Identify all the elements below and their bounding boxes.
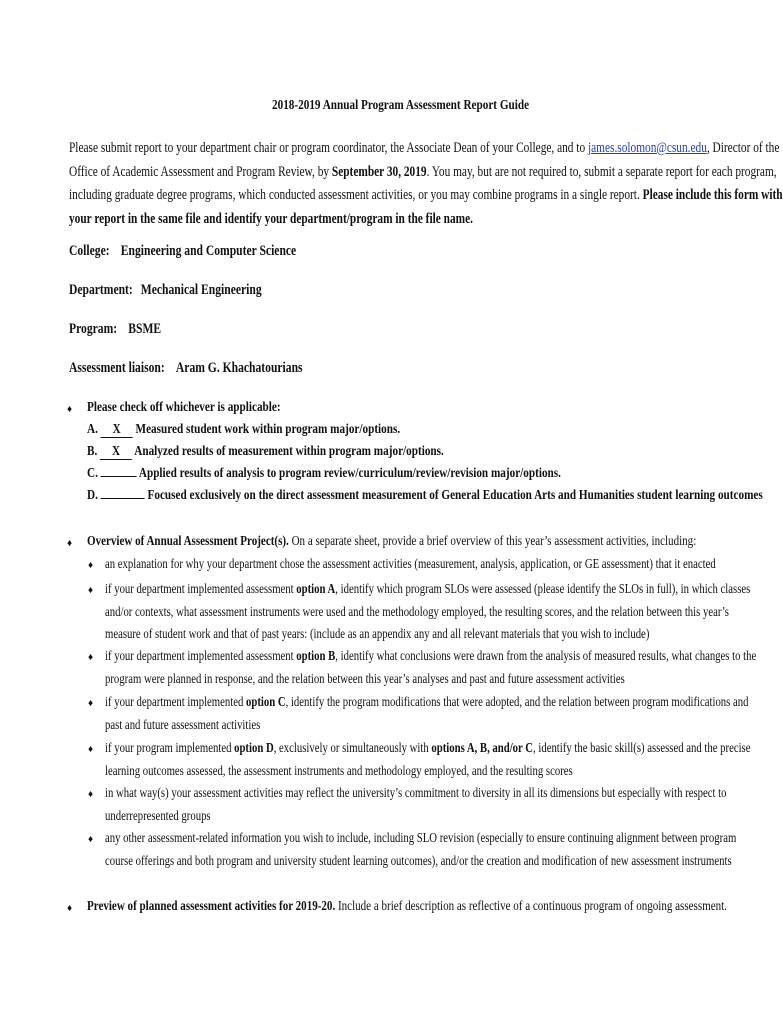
diamond-bullet-icon: ♦	[88, 698, 94, 709]
diamond-bullet-icon: ♦	[88, 560, 94, 571]
intro-emphasis: Please include this form with	[642, 187, 783, 203]
college-field	[69, 243, 296, 260]
option-c-label: option C	[246, 694, 286, 709]
checklist-text: Focused exclusively on the direct assessment measurement of General Education Arts and Humanities student learning outcomes	[147, 488, 763, 503]
overview-intro: On a separate sheet, provide a brief overview of this year’s assessment activities, including:	[288, 533, 697, 548]
department-field	[69, 282, 262, 299]
overview-text-run: , identify what conclusions were drawn from the analysis of measured results, what changes to the	[335, 648, 757, 663]
option-b-label: option B	[296, 648, 336, 663]
diamond-bullet-icon: ♦	[67, 404, 73, 415]
checklist-letter: C.	[87, 466, 98, 481]
diamond-bullet-icon: ♦	[88, 789, 94, 800]
intro-line-4: your report in the same file and identify your department/program in the file name.	[69, 210, 473, 227]
overview-text-run: , identify which program SLOs were assessed (please identify the SLOs in full), in which classes	[335, 581, 751, 596]
overview-item-text: underrepresented groups	[105, 807, 211, 823]
overview-text-run: , identify the basic skill(s) assessed and the precise	[533, 740, 751, 755]
checklist-item-c	[87, 466, 561, 482]
overview-item-text: an explanation for why your department chose the assessment activities (measurement, analysis, application, or GE assessment) that it enacted	[105, 556, 716, 571]
department-value: Mechanical Engineering	[140, 282, 262, 298]
overview-item-text: learning outcomes assessed, the assessment instruments and methodology employed, and the resulting scores	[105, 762, 573, 778]
overview-text-run: , exclusively or simultaneously with	[273, 740, 432, 755]
overview-item-text	[105, 645, 756, 668]
overview-item-text	[105, 691, 748, 714]
overview-item-5	[105, 737, 750, 782]
diamond-bullet-icon: ♦	[88, 652, 94, 663]
intro-text: Please submit report to your department chair or program coordinator, the Associate Dean of your College, and to	[69, 140, 588, 156]
intro-line-2	[69, 161, 783, 185]
intro-text: including graduate degree programs, which conducted assessment activities, or you may combine programs in a single report.	[69, 187, 643, 203]
checklist-text: Applied results of analysis to program review/curriculum/review/revision major/options.	[138, 466, 561, 481]
checkbox-blank-d[interactable]	[101, 498, 145, 499]
intro-line-3	[69, 184, 783, 208]
overview-item-1	[105, 553, 716, 576]
checkbox-blank-a[interactable]: X	[101, 422, 133, 438]
overview-item-text: measure of student work and that of past years: (include as an appendix any and all relevant materials that you wish to include)	[105, 626, 650, 641]
diamond-bullet-icon: ♦	[88, 744, 94, 755]
preview-heading: Preview of planned assessment activities for 2019-20.	[87, 898, 336, 913]
liaison-label: Assessment liaison:	[69, 360, 165, 376]
email-link[interactable]: james.solomon@csun.edu	[587, 140, 707, 156]
overview-item-4	[105, 691, 748, 736]
overview-item-text	[105, 578, 750, 601]
checklist-letter: B.	[87, 444, 98, 459]
preview-line	[87, 898, 727, 914]
college-value: Engineering and Computer Science	[120, 243, 297, 259]
program-label: Program:	[69, 321, 118, 337]
program-value: BSME	[128, 321, 162, 337]
overview-item-text: any other assessment-related information you wish to include, including SLO revision (especially to ensure continuing alignment between program	[105, 830, 737, 845]
intro-line-1	[69, 137, 783, 161]
overview-item-6	[105, 782, 727, 827]
deadline-date: September 30, 2019	[331, 163, 427, 180]
page-title: 2018-2019 Annual Program Assessment Report Guide	[272, 98, 530, 113]
overview-item-text: and/or contexts, what assessment instruments were used and the methodology employed, the resulting scores, and the relation between this year’s	[105, 603, 729, 619]
option-d-label: option D	[234, 740, 274, 755]
intro-text: . You may, but are not required to, submit a separate report for each program,	[426, 163, 777, 180]
liaison-value: Aram G. Khachatourians	[175, 360, 303, 376]
checklist-text: Analyzed results of measurement within program major/options.	[134, 444, 444, 459]
overview-line	[87, 533, 696, 549]
overview-item-7	[105, 827, 736, 872]
checklist-text: Measured student work within program major/options.	[135, 422, 401, 437]
checkbox-blank-b[interactable]: X	[100, 444, 132, 460]
intro-paragraph	[69, 137, 783, 231]
checklist-letter: D.	[87, 488, 98, 503]
college-label: College:	[69, 243, 110, 259]
options-abc-label: options A, B, and/or C	[431, 740, 534, 755]
checklist-item-a	[87, 422, 400, 438]
intro-text: Office of Academic Assessment and Program Review, by	[69, 163, 332, 180]
overview-item-text: course offerings and both program and university student learning outcomes), and/or the creation and modification of new assessment instruments	[105, 852, 732, 868]
intro-text: , Director of the	[706, 140, 780, 156]
overview-text-run: if your program implemented	[105, 740, 235, 755]
overview-item-text: in what way(s) your assessment activities may reflect the university’s commitment to diversity in all its dimensions but especially with respect to	[105, 785, 727, 800]
option-a-label: option A	[296, 581, 336, 596]
checklist-letter: A.	[87, 422, 98, 437]
checklist-item-b	[87, 444, 444, 460]
checkbox-blank-c[interactable]	[101, 476, 137, 477]
overview-text-run: if your department implemented assessment	[105, 648, 297, 663]
overview-text-run: if your department implemented	[105, 694, 247, 709]
overview-text-run: if your department implemented assessment	[105, 581, 297, 596]
overview-item-text: past and future assessment activities	[105, 716, 261, 732]
overview-text-run: , identify the program modifications that were adopted, and the relation between program modifications and	[285, 694, 749, 709]
diamond-bullet-icon: ♦	[88, 585, 94, 596]
liaison-field	[69, 360, 303, 377]
department-label: Department:	[69, 282, 133, 298]
diamond-bullet-icon: ♦	[67, 903, 73, 914]
overview-item-text: program were planned in response, and the relation between this year’s analyses and past and future assessment activities	[105, 670, 625, 686]
diamond-bullet-icon: ♦	[88, 834, 94, 845]
preview-text: Include a brief description as reflective of a continuous program of ongoing assessment.	[335, 898, 727, 913]
diamond-bullet-icon: ♦	[67, 538, 73, 549]
overview-heading: Overview of Annual Assessment Project(s).	[87, 533, 289, 548]
overview-item-text	[105, 737, 750, 760]
program-field	[69, 321, 161, 338]
overview-item-3	[105, 645, 756, 690]
checklist-item-d	[87, 488, 763, 504]
overview-item-2	[105, 578, 750, 646]
checklist-heading: Please check off whichever is applicable:	[87, 400, 281, 415]
